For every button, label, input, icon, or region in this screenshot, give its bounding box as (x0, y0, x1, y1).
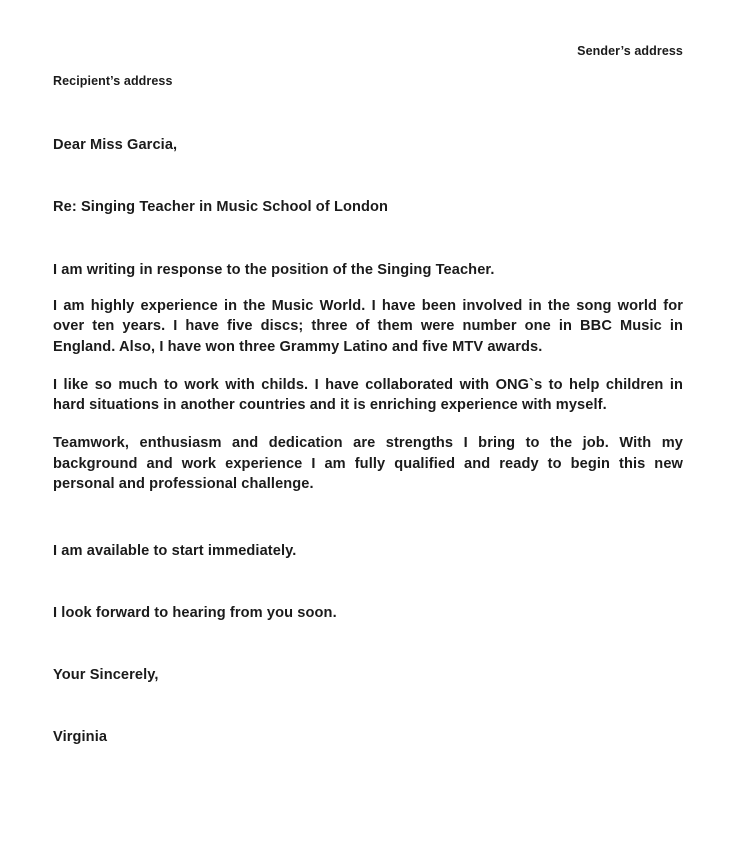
sender-address: Sender’s address (577, 44, 683, 58)
signature-name: Virginia (53, 729, 108, 746)
closing-line: I look forward to hearing from you soon. (53, 605, 337, 622)
salutation: Dear Miss Garcia, (53, 137, 178, 153)
paragraph-experience: I am highly experience in the Music World. I have been involved in the song world for over ten years. I have five discs; three of them were number one in BBC Music in England. Also, I have won three Grammy Latino and five MTV awards. (53, 298, 683, 355)
subject-line: Re: Singing Teacher in Music School of London (53, 199, 389, 215)
letter-body (53, 74, 683, 745)
paragraph-teamwork: Teamwork, enthusiasm and dedication are strengths I bring to the job. With my background and work experience I am fully qualified and ready to begin this new personal and professional challenge. (53, 435, 683, 492)
signoff: Your Sincerely, (53, 667, 159, 684)
paragraph-children: I like so much to work with childs. I have collaborated with ONG`s to help children in hard situations in another countries and it is enriching experience with myself. (53, 376, 683, 414)
availability-statement: I am available to start immediately. (53, 543, 297, 560)
recipient-address: Recipient’s address (53, 74, 173, 88)
intro-paragraph: I am writing in response to the position of the Singing Teacher. (53, 262, 495, 278)
